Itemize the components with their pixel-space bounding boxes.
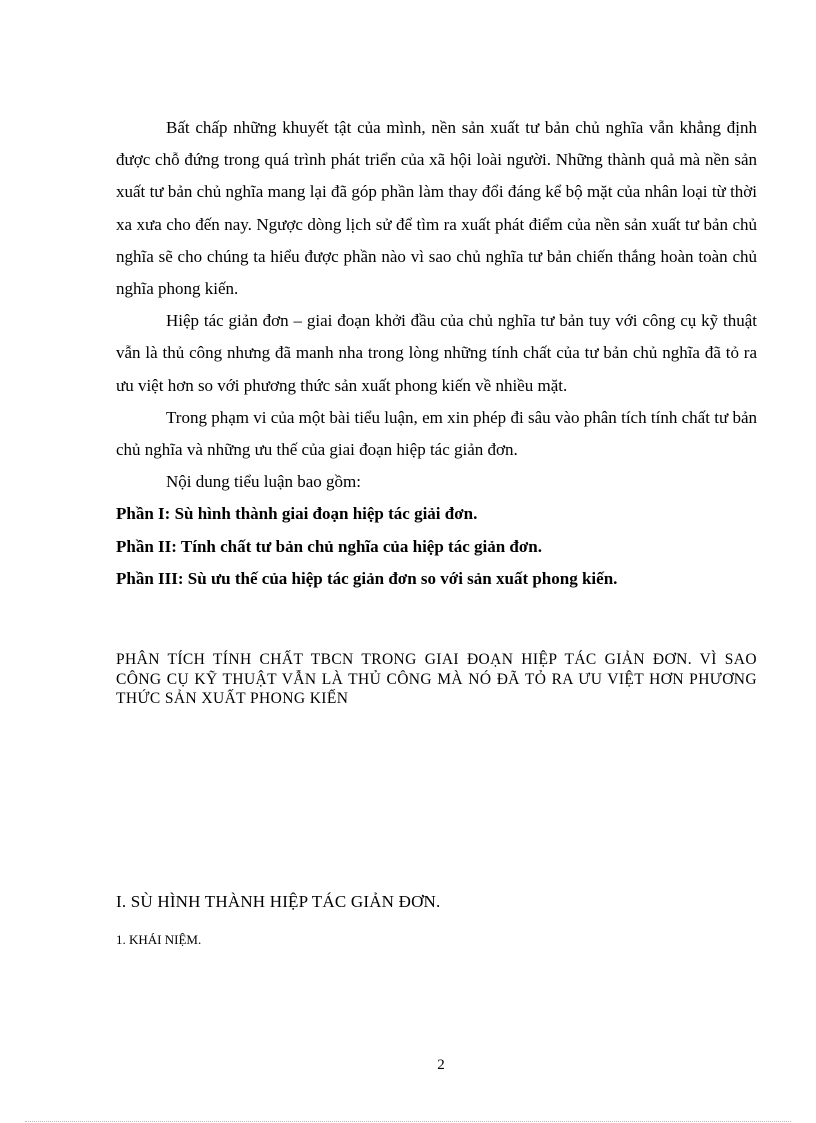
intro-paragraph-2: Hiệp tác giản đơn – giai đoạn khởi đầu của chủ nghĩa tư bản tuy với công cụ kỹ thuật vẫn là thủ công nhưng đã manh nha trong lòng những tính chất của tư bản chủ nghĩa đã tỏ ra ưu việt hơn so với phương thức sản xuất phong kiến về nhiều mặt.: [116, 311, 757, 395]
topic-heading: PHÂN TÍCH TÍNH CHẤT TBCN TRONG GIAI ĐOẠN HIỆP TÁC GIẢN ĐƠN. VÌ SAO CÔNG CỤ KỸ THUẬT VẪN LÀ THỦ CÔNG MÀ NÓ ĐÃ TỎ RA ƯU VIỆT HƠN PHƯƠNG THỨC SẢN XUẤT PHONG KIẾN: [116, 651, 757, 707]
intro-paragraph-3: Trong phạm vi của một bài tiểu luận, em xin phép đi sâu vào phân tích tính chất tư bản chủ nghĩa và những ưu thế của giai đoạn hiệp tác giản đơn.: [116, 407, 757, 460]
section-title: I. SÙ HÌNH THÀNH HIỆP TÁC GIẢN ĐƠN.: [116, 892, 441, 911]
contents-intro: Nội dung tiểu luận bao gồm:: [166, 472, 362, 492]
page-number: 2: [437, 1057, 445, 1073]
topic-heading-block: [116, 650, 757, 709]
part-2-heading: Phần II: Tính chất tư bản chủ nghĩa của hiệp tác giản đơn.: [116, 536, 543, 556]
part-3-heading: Phần III: Sù ưu thế của hiệp tác giản đơn so với sản xuất phong kiến.: [116, 568, 618, 588]
subsection-title: 1. KHÁI NIỆM.: [116, 932, 202, 947]
intro-paragraph-1: Bất chấp những khuyết tật của mình, nền sản xuất tư bản chủ nghĩa vẫn khẳng định được chỗ đứng trong quá trình phát triển của xã hội loài người. Những thành quả mà nền sản xuất tư bản chủ nghĩa mang lại đã góp phần làm thay đổi đáng kể bộ mặt của nhân loại từ thời xa xưa cho đến nay. Ngược dòng lịch sử để tìm ra xuất phát điểm của nền sản xuất tư bản chủ nghĩa sẽ cho chúng ta hiểu được phần nào vì sao chủ nghĩa tư bản chiến thắng hoàn toàn chủ nghĩa phong kiến.: [116, 118, 757, 299]
page-bottom-divider: [25, 1121, 791, 1122]
part-1-heading: Phần I: Sù hình thành giai đoạn hiệp tác giải đơn.: [116, 504, 478, 524]
body-text: [116, 112, 757, 595]
